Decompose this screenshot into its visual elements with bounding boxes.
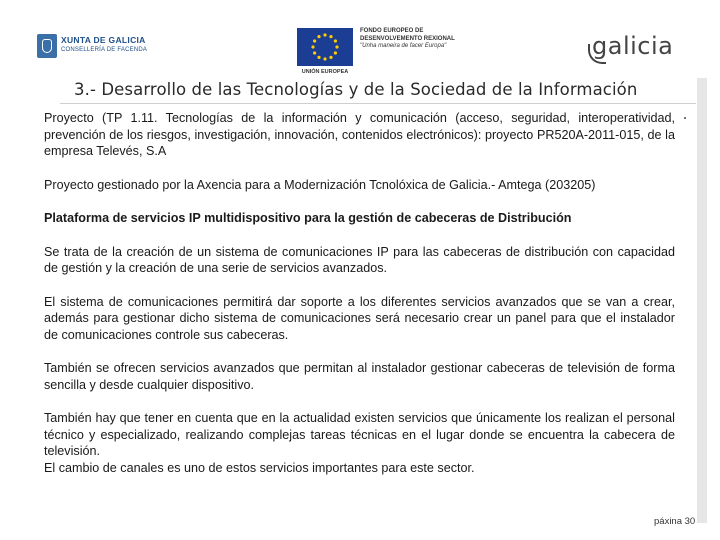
paragraph-system: El sistema de comunicaciones permitirá dar soporte a los diferentes servicios avanzados que se van a crear, además para gestionar dicho sistema de comunicaciones será necesario crear un panel para que el instalador de comunicaciones controle sus cabeceras. <box>44 294 675 342</box>
eu-fund-text <box>360 28 455 51</box>
galicia-swash-icon <box>588 44 606 64</box>
xunta-department: CONSELLERÍA DE FACENDA <box>61 47 148 53</box>
page-header <box>0 0 720 78</box>
eu-feder-logo <box>297 26 477 78</box>
bullet-dot <box>684 117 686 119</box>
section-title: Desarrollo de las Tecnologías y de la Sociedad de la Información <box>101 80 638 99</box>
paragraph-technicians: También hay que tener en cuenta que en la actualidad existen servicios que únicamente los realizan el personal técnico y especializado, realizando complejas tareas técnicas en el lugar donde se encuentra la cabecera de televisión. <box>44 411 675 458</box>
eu-stars-icon <box>297 28 353 66</box>
page-title <box>74 80 637 99</box>
galicia-logo <box>592 32 673 60</box>
paragraph-services: También se ofrecen servicios avanzados que permitan al instalador gestionar cabeceras de televisión de forma sencilla y desde cualquier dispositivo. <box>44 361 675 392</box>
xunta-name: XUNTA DE GALICIA <box>61 35 146 45</box>
paragraph-managed-by: Proyecto gestionado por la Axencia para a Modernización Tcnolóxica de Galicia.- Amtega (203205) <box>44 177 596 192</box>
eu-fund-line1: FONDO EUROPEO DE <box>360 28 424 34</box>
galicia-wordmark: galicia <box>592 32 674 60</box>
paragraph-platform-title: Plataforma de servicios IP multidispositivo para la gestión de cabeceras de Distribución <box>44 211 572 225</box>
paragraph-project: Proyecto (TP 1.11. Tecnologías de la información y comunicación (acceso, seguridad, interoperatividad, prevención de los riesgos, investigación, innovación, contenidos electrónicos): proyecto PR520A-2011-015, de la empresa Televés, S.A <box>44 111 675 158</box>
section-number: 3.- <box>74 80 96 99</box>
eu-caption: UNIÓN EUROPEA <box>301 69 349 75</box>
paragraph-channels: El cambio de canales es uno de estos servicios importantes para este sector. <box>44 460 475 475</box>
side-bar <box>697 78 707 523</box>
xunta-logo <box>37 34 157 58</box>
eu-fund-line2: DESENVOLVEMENTO REXIONAL <box>360 35 455 42</box>
xunta-shield-icon <box>37 34 57 58</box>
body-content <box>44 110 675 476</box>
page-number: páxina 30 <box>654 516 696 527</box>
paragraph-description: Se trata de la creación de un sistema de comunicaciones IP para las cabeceras de distribución con capacidad de gestión y la creación de una serie de servicios avanzados. <box>44 244 675 275</box>
eu-fund-slogan: "Unha maneira de facer Europa" <box>360 43 447 49</box>
eu-flag-icon <box>297 28 353 66</box>
